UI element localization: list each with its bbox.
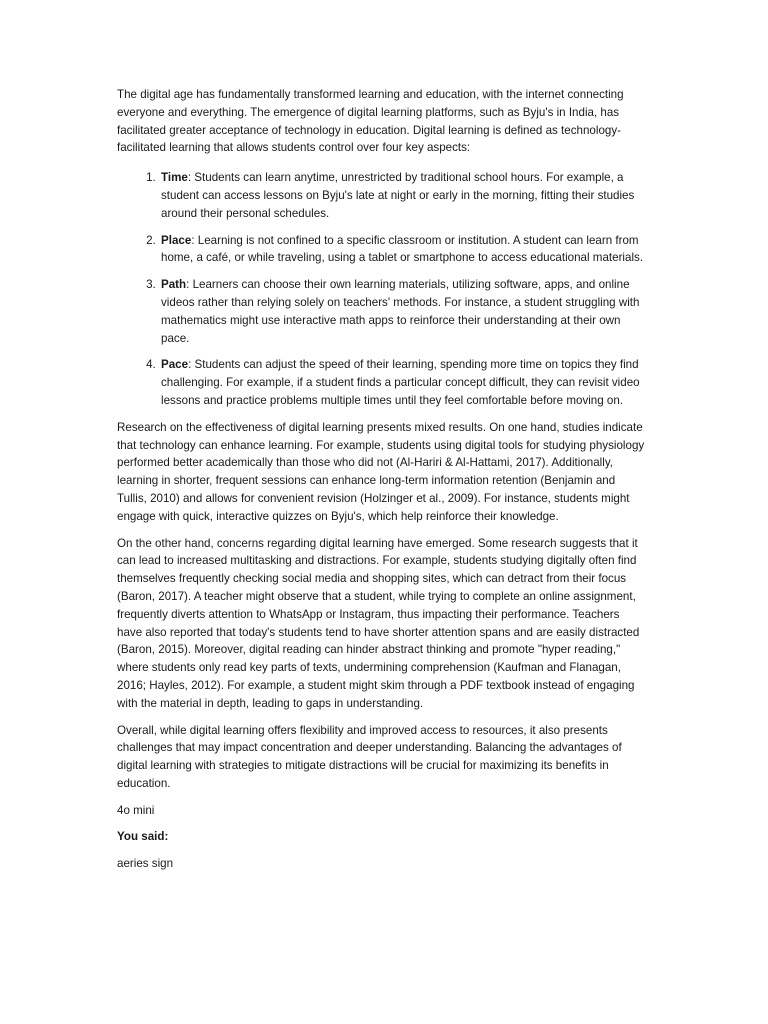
aspect-text-path: : Learners can choose their own learning materials, utilizing software, apps, and online videos rather than relying solely on teachers' methods. For instance, a student struggling with mathematics might use interactive math apps to reinforce their understanding at their own pace. bbox=[161, 278, 640, 345]
model-tag: 4o mini bbox=[117, 803, 155, 817]
list-item-place bbox=[159, 232, 647, 268]
research-paragraph: Research on the effectiveness of digital learning presents mixed results. On one hand, studies indicate that technology can enhance learning. For example, students using digital tools for studying physiology performed better academically than those who did not (Al-Hariri & Al-Hattami, 2017). Additionally, learning in shorter, frequent sessions can enhance long-term information retention (Benjamin and Tullis, 2010) and allows for convenient revision (Holzinger et al., 2009). For instance, students might engage with quick, interactive quizzes on Byju's, which help reinforce their knowledge. bbox=[117, 420, 645, 523]
document-page bbox=[117, 86, 647, 882]
aspect-text-time: : Students can learn anytime, unrestricted by traditional school hours. For example, a student can access lessons on Byju's late at night or early in the morning, fitting their studies around their personal schedules. bbox=[161, 171, 635, 220]
list-item-pace bbox=[159, 356, 647, 409]
term-time: Time bbox=[161, 171, 188, 185]
you-said-label: You said: bbox=[117, 830, 169, 844]
list-item-path bbox=[159, 276, 647, 347]
intro-paragraph: The digital age has fundamentally transformed learning and education, with the internet connecting everyone and everything. The emergence of digital learning platforms, such as Byju's in India, has facilitated greater acceptance of technology in education. Digital learning is defined as technology-facilitated learning that allows students control over four key aspects: bbox=[117, 88, 624, 155]
concerns-paragraph: On the other hand, concerns regarding digital learning have emerged. Some research suggests that it can lead to increased multitasking and distractions. For example, students studying digitally often find themselves frequently checking social media and shopping sites, which can detract from their focus (Baron, 2017). A teacher might observe that a student, while trying to complete an online assignment, frequently diverts attention to WhatsApp or Instagram, thus impacting their performance. Teachers have also reported that today's students tend to have shorter attention spans and are easily distracted (Baron, 2015). Moreover, digital reading can hinder abstract thinking and promote "hyper reading," where students only read key parts of texts, undermining comprehension (Kaufman and Flanagan, 2016; Hayles, 2012). For example, a student might skim through a PDF textbook instead of engaging with the material in depth, leading to gaps in understanding. bbox=[117, 536, 640, 710]
term-pace: Pace bbox=[161, 358, 189, 372]
term-path: Path bbox=[161, 278, 187, 292]
conclusion-paragraph: Overall, while digital learning offers flexibility and improved access to resources, it also presents challenges that may impact concentration and deeper understanding. Balancing the advantages of digital learning with strategies to mitigate distractions will be crucial for maximizing its benefits in education. bbox=[117, 723, 622, 790]
user-message: aeries sign bbox=[117, 857, 174, 871]
aspect-text-place: : Learning is not confined to a specific classroom or institution. A student can learn from home, a café, or while traveling, using a tablet or smartphone to access educational materials. bbox=[161, 233, 644, 265]
list-item-time bbox=[159, 169, 647, 222]
term-place: Place bbox=[161, 233, 192, 247]
aspect-text-pace: : Students can adjust the speed of their learning, spending more time on topics they find challenging. For example, if a student finds a particular concept difficult, they can revisit video lessons and practice problems multiple times until they feel comfortable before moving on. bbox=[161, 358, 640, 407]
aspects-list bbox=[117, 169, 647, 410]
